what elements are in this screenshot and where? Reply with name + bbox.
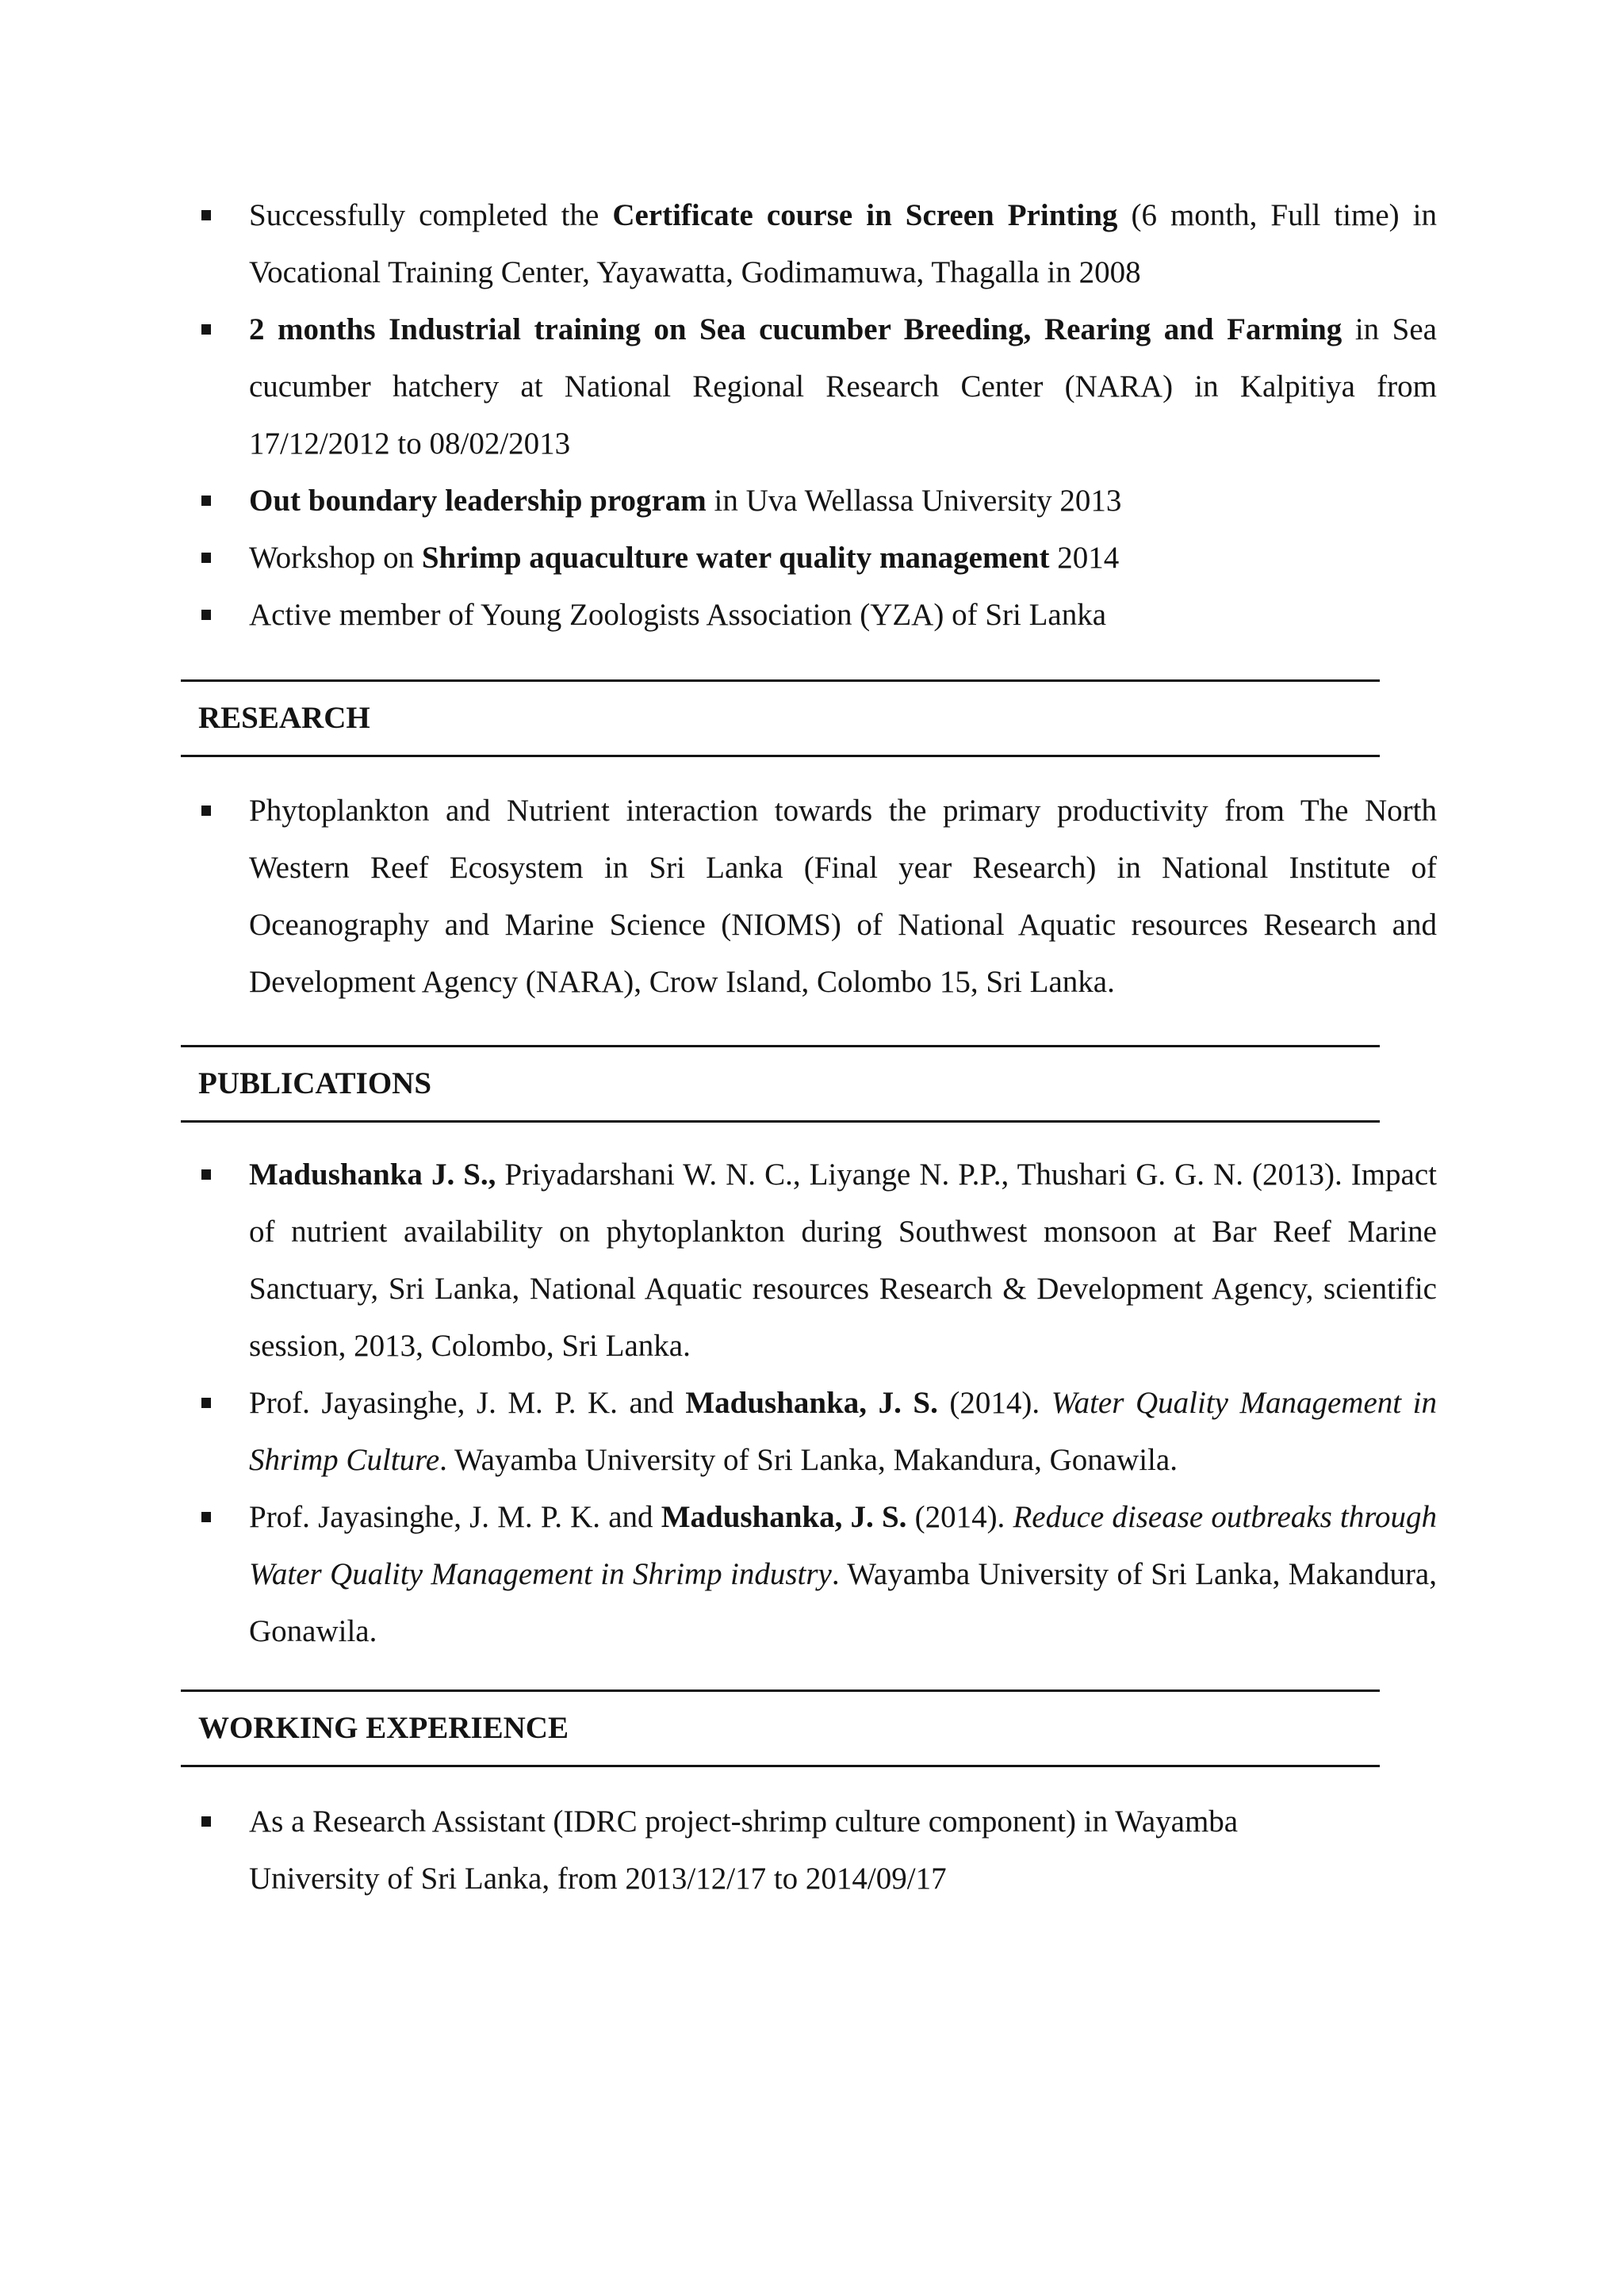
list-item: Successfully completed the Certificate course in Screen Printing (6 month, Full time) in Vocational Training Center, Yayawatta, Godimamuwa, Thagalla in 2008	[198, 187, 1437, 301]
square-bullet-icon	[201, 553, 211, 563]
section-divider	[181, 1689, 1380, 1692]
square-bullet-icon	[201, 1816, 211, 1827]
list-item: Phytoplankton and Nutrient interaction towards the primary productivity from The North Western Reef Ecosystem in Sri Lanka (Final year Research) in National Institute of Oceanography and Marine Science (NIOMS) of National Aquatic resources Research and Development Agency (NARA), Crow Island, Colombo 15, Sri Lanka.	[198, 783, 1437, 1011]
list-item: 2 months Industrial training on Sea cucumber Breeding, Rearing and Farming in Sea cucumber hatchery at National Regional Research Center (NARA) in Kalpitiya from 17/12/2012 to 08/02/2013	[198, 301, 1437, 473]
working-experience-heading: WORKING EXPERIENCE	[198, 1711, 569, 1745]
square-bullet-icon	[201, 806, 211, 816]
square-bullet-icon	[201, 1398, 211, 1408]
section-divider	[181, 755, 1380, 757]
section-divider	[181, 1045, 1380, 1047]
list-item: Active member of Young Zoologists Association (YZA) of Sri Lanka	[198, 587, 1437, 644]
publications-list	[198, 1146, 1437, 1660]
publications-heading: PUBLICATIONS	[198, 1066, 432, 1100]
square-bullet-icon	[201, 324, 211, 335]
square-bullet-icon	[201, 1512, 211, 1522]
list-item: Prof. Jayasinghe, J. M. P. K. and Madushanka, J. S. (2014). Reduce disease outbreaks through Water Quality Management in Shrimp industry. Wayamba University of Sri Lanka, Makandura, Gonawila.	[198, 1489, 1437, 1660]
square-bullet-icon	[201, 1169, 211, 1180]
square-bullet-icon	[201, 496, 211, 506]
training-list	[198, 187, 1437, 644]
list-item: Madushanka J. S., Priyadarshani W. N. C., Liyange N. P.P., Thushari G. G. N. (2013). Impact of nutrient availability on phytoplankton during Southwest monsoon at Bar Reef Marine Sanctuary, Sri Lanka, National Aquatic resources Research & Development Agency, scientific session, 2013, Colombo, Sri Lanka.	[198, 1146, 1437, 1375]
list-item: Workshop on Shrimp aquaculture water quality management 2014	[198, 530, 1437, 587]
research-list	[198, 783, 1437, 1011]
square-bullet-icon	[201, 610, 211, 620]
research-heading: RESEARCH	[198, 701, 370, 735]
list-item: As a Research Assistant (IDRC project-shrimp culture component) in Wayamba University of Sri Lanka, from 2013/12/17 to 2014/09/17	[198, 1793, 1437, 1908]
list-item: Prof. Jayasinghe, J. M. P. K. and Madushanka, J. S. (2014). Water Quality Management in Shrimp Culture. Wayamba University of Sri Lanka, Makandura, Gonawila.	[198, 1375, 1437, 1489]
list-item: Out boundary leadership program in Uva Wellassa University 2013	[198, 473, 1437, 530]
section-divider	[181, 1120, 1380, 1123]
working-experience-list	[198, 1793, 1437, 1908]
section-divider	[181, 679, 1380, 682]
square-bullet-icon	[201, 210, 211, 220]
section-divider	[181, 1765, 1380, 1767]
